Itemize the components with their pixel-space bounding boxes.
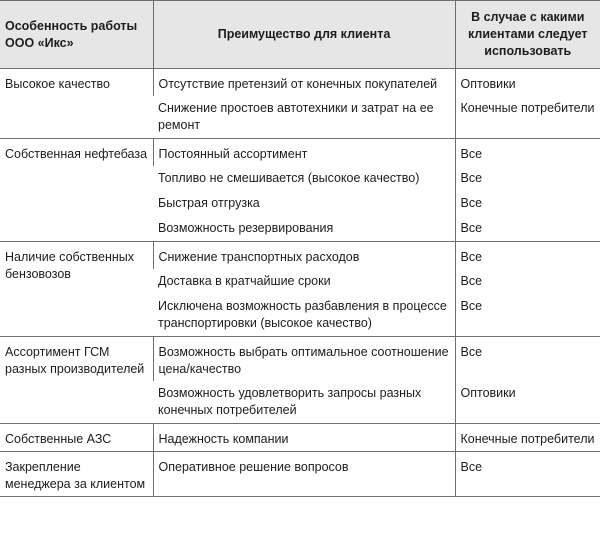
header-advantage: Преимущество для клиента [153, 1, 455, 69]
advantage-cell: Возможность резервирования [158, 221, 334, 235]
clients-cell: Оптовики [455, 69, 600, 97]
feature-cell: Ассортимент ГСМ разных производителей [0, 337, 153, 424]
advantage-cell: Возможность удовлетворить запросы разных конечных потребителей [158, 386, 422, 417]
table-row [0, 452, 600, 497]
advantage-cell: Быстрая отгрузка [158, 196, 260, 210]
clients-cell: Оптовики [455, 381, 600, 424]
clients-cell: Все [455, 191, 600, 216]
advantage-cell: Оперативное решение вопросов [153, 452, 455, 497]
feature-cell: Собственная нефтебаза [0, 139, 153, 242]
clients-cell: Все [455, 452, 600, 497]
table-row [0, 424, 600, 452]
clients-cell: Все [455, 294, 600, 337]
advantage-cell: Топливо не смешивается (высокое качество) [158, 171, 420, 185]
clients-cell: Конечные потребители [455, 424, 600, 452]
table-row [0, 242, 600, 270]
header-feature: Особенность работы ООО «Икс» [0, 1, 153, 69]
advantage-cell: Постоянный ассортимент [153, 139, 455, 167]
clients-cell: Все [455, 242, 600, 270]
feature-cell: Наличие собственных бензовозов [0, 242, 153, 337]
advantage-cell: Снижение простоев автотехники и затрат на ее ремонт [158, 101, 434, 132]
table-row [0, 337, 600, 382]
table-row [0, 69, 600, 97]
advantage-cell: Исключена возможность разбавления в процессе транспортировки (высокое качество) [158, 299, 447, 330]
header-clients: В случае с какими клиентами следует использовать [455, 1, 600, 69]
advantage-cell: Отсутствие претензий от конечных покупателей [153, 69, 455, 97]
clients-cell: Все [455, 166, 600, 191]
advantage-cell: Снижение транспортных расходов [153, 242, 455, 270]
feature-cell: Собственные АЗС [0, 424, 153, 452]
header-row [0, 1, 600, 69]
clients-cell: Все [455, 216, 600, 242]
clients-cell: Все [455, 269, 600, 294]
advantage-cell: Доставка в кратчайшие сроки [158, 274, 331, 288]
feature-cell: Высокое качество [0, 69, 153, 139]
clients-cell: Все [455, 139, 600, 167]
advantage-cell: Возможность выбрать оптимальное соотношение цена/качество [153, 337, 455, 382]
advantage-cell: Надежность компании [153, 424, 455, 452]
clients-cell: Все [455, 337, 600, 382]
feature-cell: Закрепление менеджера за клиентом [0, 452, 153, 497]
clients-cell: Конечные потребители [455, 96, 600, 139]
table-row [0, 139, 600, 167]
